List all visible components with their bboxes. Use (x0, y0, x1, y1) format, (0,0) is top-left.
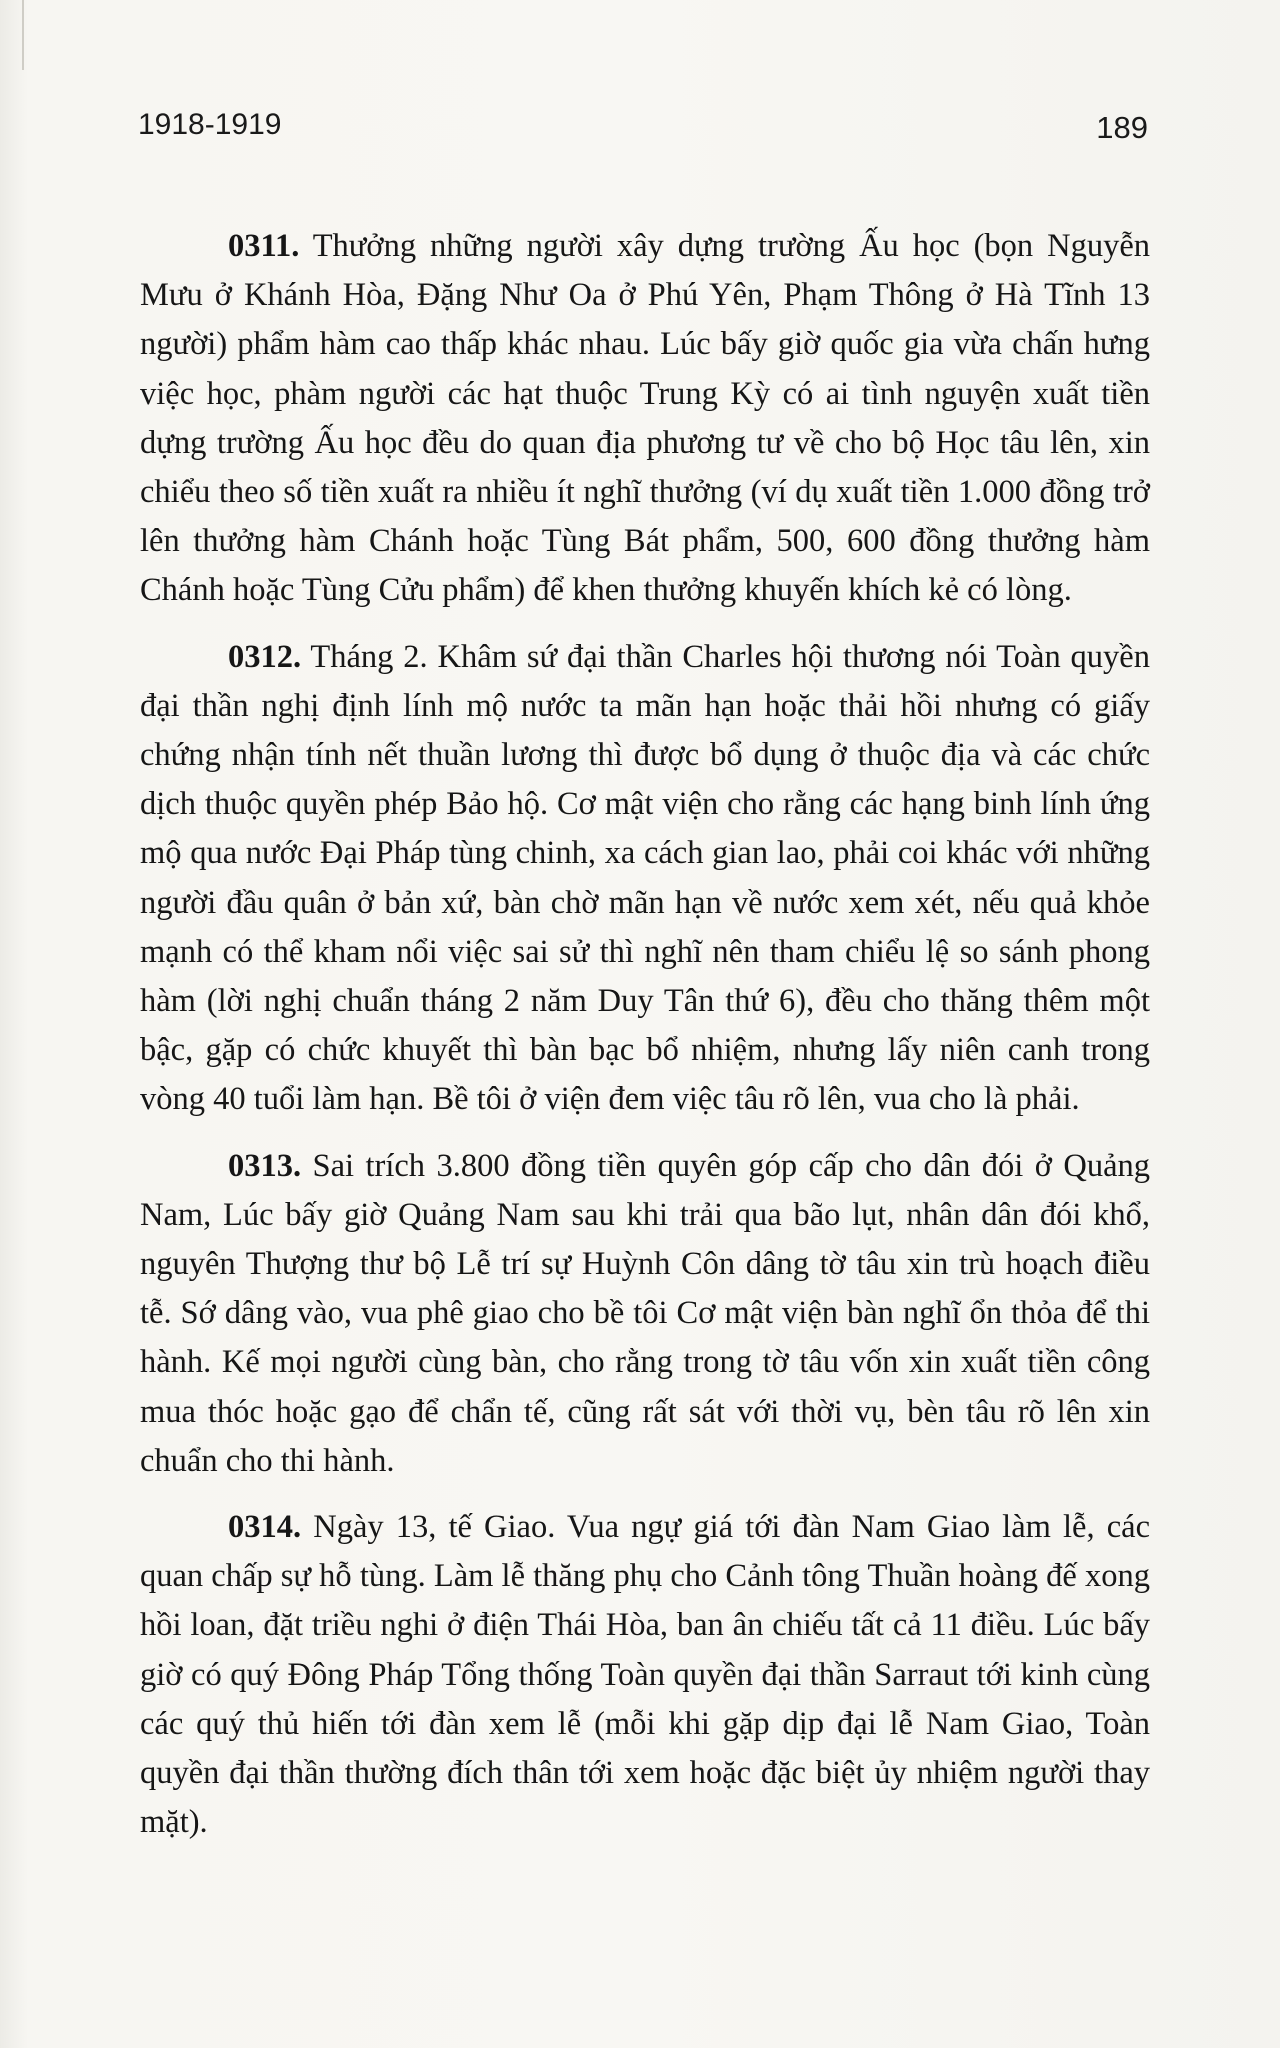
entry-text: Tháng 2. Khâm sứ đại thần Charles hội thương nói Toàn quyền đại thần nghị định lính mộ nước ta mãn hạn hoặc thải hồi nhưng có giấy chứng nhận tính nết thuần lương thì được bổ dụng ở thuộc địa và các chức dịch thuộc quyền phép Bảo hộ. Cơ mật viện cho rằng các hạng binh lính ứng mộ qua nước Đại Pháp tùng chinh, xa cách gian lao, phải coi khác với những người đầu quân ở bản xứ, bàn chờ mãn hạn về nước xem xét, nếu quả khỏe mạnh có thể kham nổi việc sai sử thì nghĩ nên tham chiểu lệ so sánh phong hàm (lời nghị chuẩn tháng 2 năm Duy Tân thứ 6), đều cho thăng thêm một bậc, gặp có chức khuyết thì bàn bạc bổ nhiệm, nhưng lấy niên canh trong vòng 40 tuổi làm hạn. Bề tôi ở viện đem việc tâu rõ lên, vua cho là phải. (140, 638, 1150, 1118)
entry-0314 (140, 1503, 1150, 1847)
entry-number: 0314. (228, 1509, 302, 1546)
entry-number: 0312. (228, 638, 302, 675)
entry-text: Sai trích 3.800 đồng tiền quyên góp cấp cho dân đói ở Quảng Nam, Lúc bấy giờ Quảng Nam sau khi trải qua bão lụt, nhân dân đói khổ, nguyên Thượng thư bộ Lễ trí sự Huỳnh Côn dâng tờ tâu xin trù hoạch điều tễ. Sớ dâng vào, vua phê giao cho bề tôi Cơ mật viện bàn nghĩ ổn thỏa để thi hành. Kế mọi người cùng bàn, cho rằng trong tờ tâu vốn xin xuất tiền công mua thóc hoặc gạo để chẩn tế, cũng rất sát với thời vụ, bèn tâu rõ lên xin chuẩn cho thi hành. (140, 1147, 1150, 1479)
page-body (140, 222, 1150, 1865)
entry-text: Thưởng những người xây dựng trường Ấu học (bọn Nguyễn Mưu ở Khánh Hòa, Đặng Như Oa ở Phú Yên, Phạm Thông ở Hà Tĩnh 13 người) phẩm hàm cao thấp khác nhau. Lúc bấy giờ quốc gia vừa chấn hưng việc học, phàm người các hạt thuộc Trung Kỳ có ai tình nguyện xuất tiền dựng trường Ấu học đều do quan địa phương tư về cho bộ Học tâu lên, xin chiểu theo số tiền xuất ra nhiều ít nghĩ thưởng (ví dụ xuất tiền 1.000 đồng trở lên thưởng hàm Chánh hoặc Tùng Bát phẩm, 500, 600 đồng thưởng hàm Chánh hoặc Tùng Cửu phẩm) để khen thưởng khuyến khích kẻ có lòng. (140, 228, 1150, 609)
entry-0311 (140, 222, 1150, 616)
page-edge-shadow (22, 0, 24, 70)
entry-0313 (140, 1142, 1150, 1486)
entry-number: 0313. (228, 1147, 302, 1184)
entry-number: 0311. (228, 228, 300, 264)
page-number: 189 (1096, 110, 1148, 145)
entry-text: Ngày 13, tế Giao. Vua ngự giá tới đàn Nam Giao làm lễ, các quan chấp sự hỗ tùng. Làm lễ thăng phụ cho Cảnh tông Thuần hoàng đế xong hồi loan, đặt triều nghi ở điện Thái Hòa, ban ân chiếu tất cả 11 điều. Lúc bấy giờ có quý Đông Pháp Tổng thống Toàn quyền đại thần Sarraut tới kinh cùng các quý thủ hiến tới đàn xem lễ (mỗi khi gặp dịp đại lễ Nam Giao, Toàn quyền đại thần thường đích thân tới xem hoặc đặc biệt ủy nhiệm người thay mặt). (140, 1509, 1150, 1841)
entry-0312 (140, 633, 1150, 1125)
header-year-range: 1918-1919 (138, 108, 282, 141)
running-header (138, 108, 1148, 158)
